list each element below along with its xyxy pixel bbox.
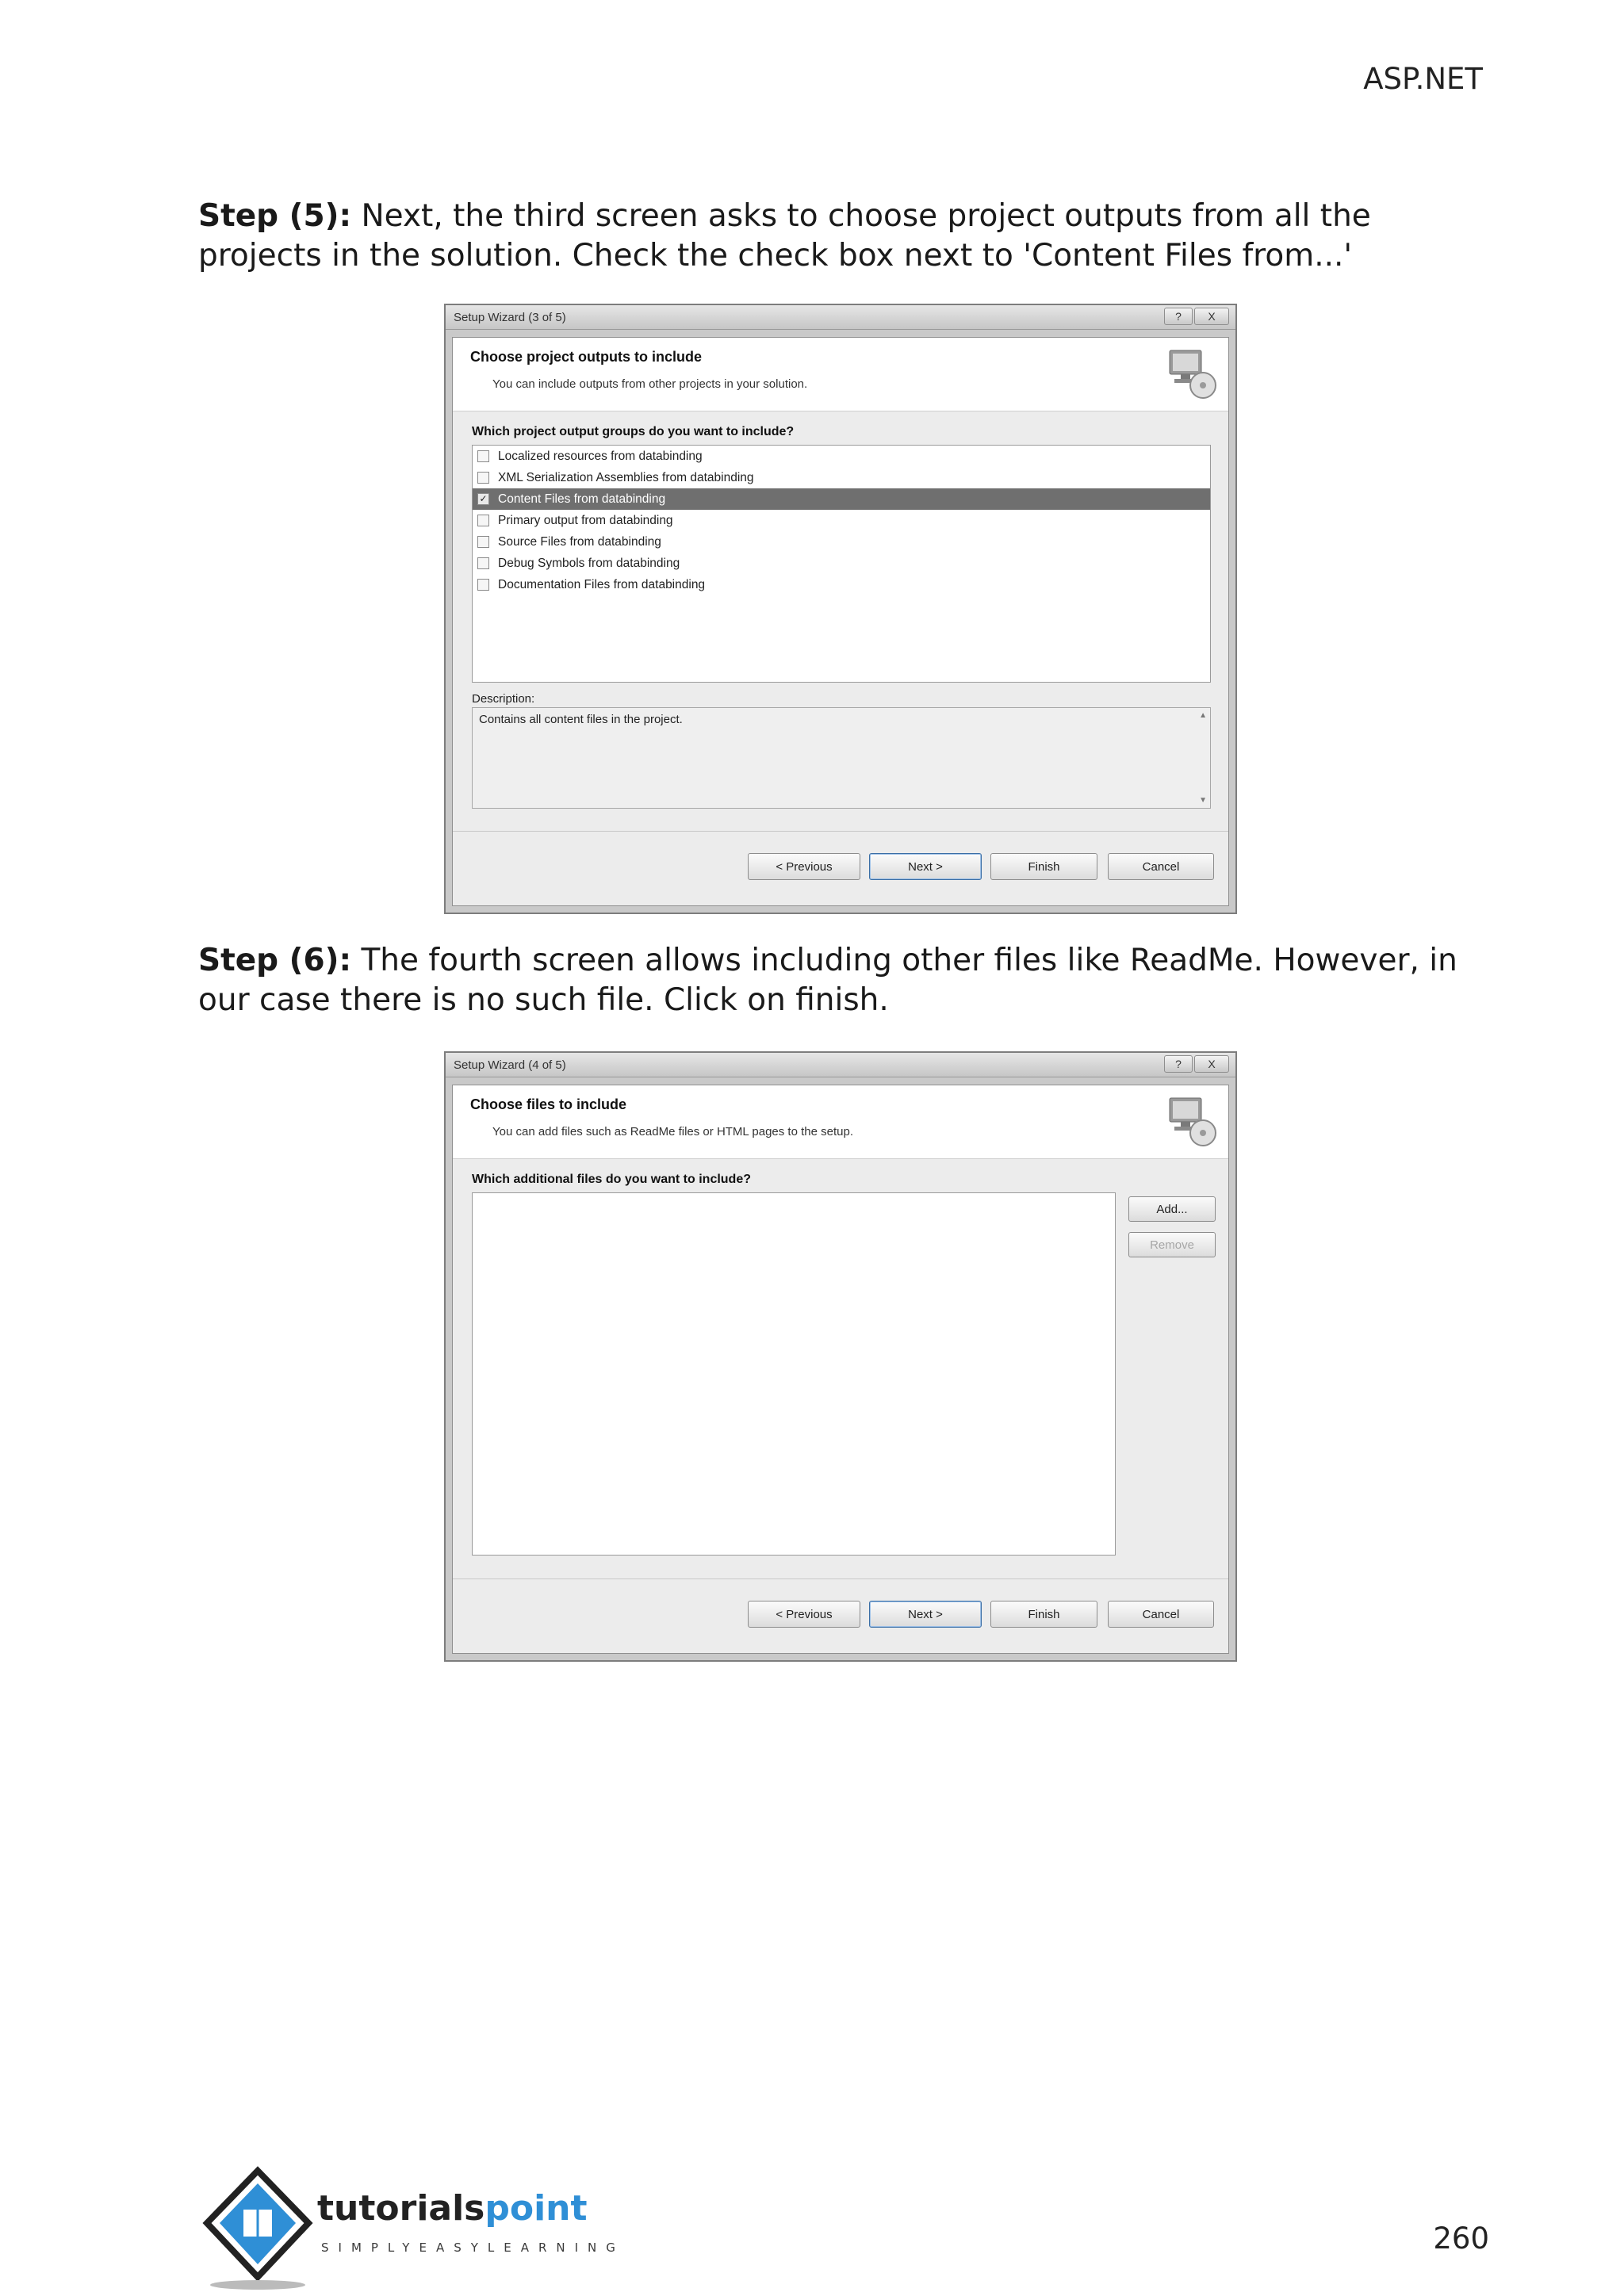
setup-computer-icon xyxy=(1163,1093,1219,1149)
output-group-item[interactable] xyxy=(473,467,1210,488)
step-5-paragraph xyxy=(198,197,1483,276)
step-6-label: Step (6): xyxy=(198,943,352,978)
logo-text-tutorials: tutorials xyxy=(317,2188,485,2229)
step-6-text: The fourth screen allows including other files like ReadMe. However, in our case there is no such file. Click on finish. xyxy=(198,943,1457,1018)
checkbox[interactable] xyxy=(477,579,489,591)
description-box xyxy=(472,707,1211,809)
step-6-paragraph xyxy=(198,941,1483,1020)
checkbox[interactable] xyxy=(477,472,489,484)
page-number: 260 xyxy=(1433,2221,1489,2256)
help-button[interactable]: ? xyxy=(1164,1055,1193,1073)
cancel-button[interactable]: Cancel xyxy=(1108,1601,1214,1628)
output-group-item[interactable] xyxy=(473,531,1210,553)
window-title: Setup Wizard (4 of 5) xyxy=(454,1058,566,1072)
tutorialspoint-logo xyxy=(202,2166,630,2293)
output-group-item[interactable] xyxy=(473,488,1210,510)
question-label: Which additional files do you want to include? xyxy=(472,1173,751,1186)
scroll-down-icon[interactable]: ▼ xyxy=(1199,796,1207,805)
step-5-text: Next, the third screen asks to choose project outputs from all the projects in the solution. Check the check box next to 'Content Files from...' xyxy=(198,198,1371,274)
window-titlebar xyxy=(446,305,1235,330)
setup-computer-icon xyxy=(1163,346,1219,401)
setup-wizard-4-screenshot xyxy=(444,1051,1237,1662)
next-button[interactable]: Next > xyxy=(869,853,982,880)
close-button[interactable]: X xyxy=(1194,308,1229,325)
scroll-up-icon[interactable]: ▲ xyxy=(1199,711,1207,720)
cancel-button[interactable]: Cancel xyxy=(1108,853,1214,880)
footer-separator xyxy=(453,1578,1228,1579)
setup-wizard-3-screenshot xyxy=(444,304,1237,914)
window-title: Setup Wizard (3 of 5) xyxy=(454,311,566,324)
help-button[interactable]: ? xyxy=(1164,308,1193,325)
add-file-button[interactable]: Add... xyxy=(1128,1196,1216,1222)
description-text: Contains all content files in the project. xyxy=(479,713,683,726)
wizard-banner xyxy=(453,338,1228,411)
output-group-item[interactable] xyxy=(473,574,1210,595)
window-titlebar xyxy=(446,1053,1235,1077)
wizard-banner xyxy=(453,1085,1228,1159)
output-group-label: Documentation Files from databinding xyxy=(498,578,706,591)
logo-diamond-icon xyxy=(202,2166,321,2293)
previous-button[interactable]: < Previous xyxy=(748,1601,860,1628)
wizard-body xyxy=(452,337,1229,906)
output-group-label: XML Serialization Assemblies from databinding xyxy=(498,471,754,484)
checkbox[interactable] xyxy=(477,536,489,548)
question-label: Which project output groups do you want to include? xyxy=(472,425,795,438)
logo-wordmark xyxy=(317,2188,588,2229)
output-group-label: Source Files from databinding xyxy=(498,535,661,549)
output-groups-list[interactable] xyxy=(472,445,1211,683)
step-5-label: Step (5): xyxy=(198,198,352,234)
finish-button[interactable]: Finish xyxy=(990,1601,1097,1628)
wizard-subheading: You can include outputs from other projects in your solution. xyxy=(492,377,808,391)
next-button[interactable]: Next > xyxy=(869,1601,982,1628)
checkbox[interactable] xyxy=(477,557,489,569)
logo-text-point: point xyxy=(485,2188,588,2229)
remove-file-button[interactable]: Remove xyxy=(1128,1232,1216,1257)
wizard-heading: Choose project outputs to include xyxy=(470,349,702,365)
description-label: Description: xyxy=(472,692,535,706)
output-group-label: Content Files from databinding xyxy=(498,492,666,506)
wizard-subheading: You can add files such as ReadMe files or HTML pages to the setup. xyxy=(492,1125,853,1138)
wizard-body xyxy=(452,1085,1229,1654)
checkbox[interactable] xyxy=(477,515,489,526)
close-button[interactable]: X xyxy=(1194,1055,1229,1073)
previous-button[interactable]: < Previous xyxy=(748,853,860,880)
page-header-title: ASP.NET xyxy=(1363,62,1483,96)
output-group-item[interactable] xyxy=(473,446,1210,467)
finish-button[interactable]: Finish xyxy=(990,853,1097,880)
output-group-label: Primary output from databinding xyxy=(498,514,673,527)
output-group-item[interactable] xyxy=(473,553,1210,574)
checkbox[interactable] xyxy=(477,450,489,462)
output-group-label: Localized resources from databinding xyxy=(498,450,703,463)
wizard-heading: Choose files to include xyxy=(470,1096,627,1112)
output-group-label: Debug Symbols from databinding xyxy=(498,557,680,570)
logo-tagline: SIMPLYEASYLEARNING xyxy=(321,2241,625,2255)
footer-separator xyxy=(453,831,1228,832)
checkbox-checked[interactable]: ✓ xyxy=(477,493,489,505)
additional-files-list[interactable] xyxy=(472,1192,1116,1556)
output-group-item[interactable] xyxy=(473,510,1210,531)
